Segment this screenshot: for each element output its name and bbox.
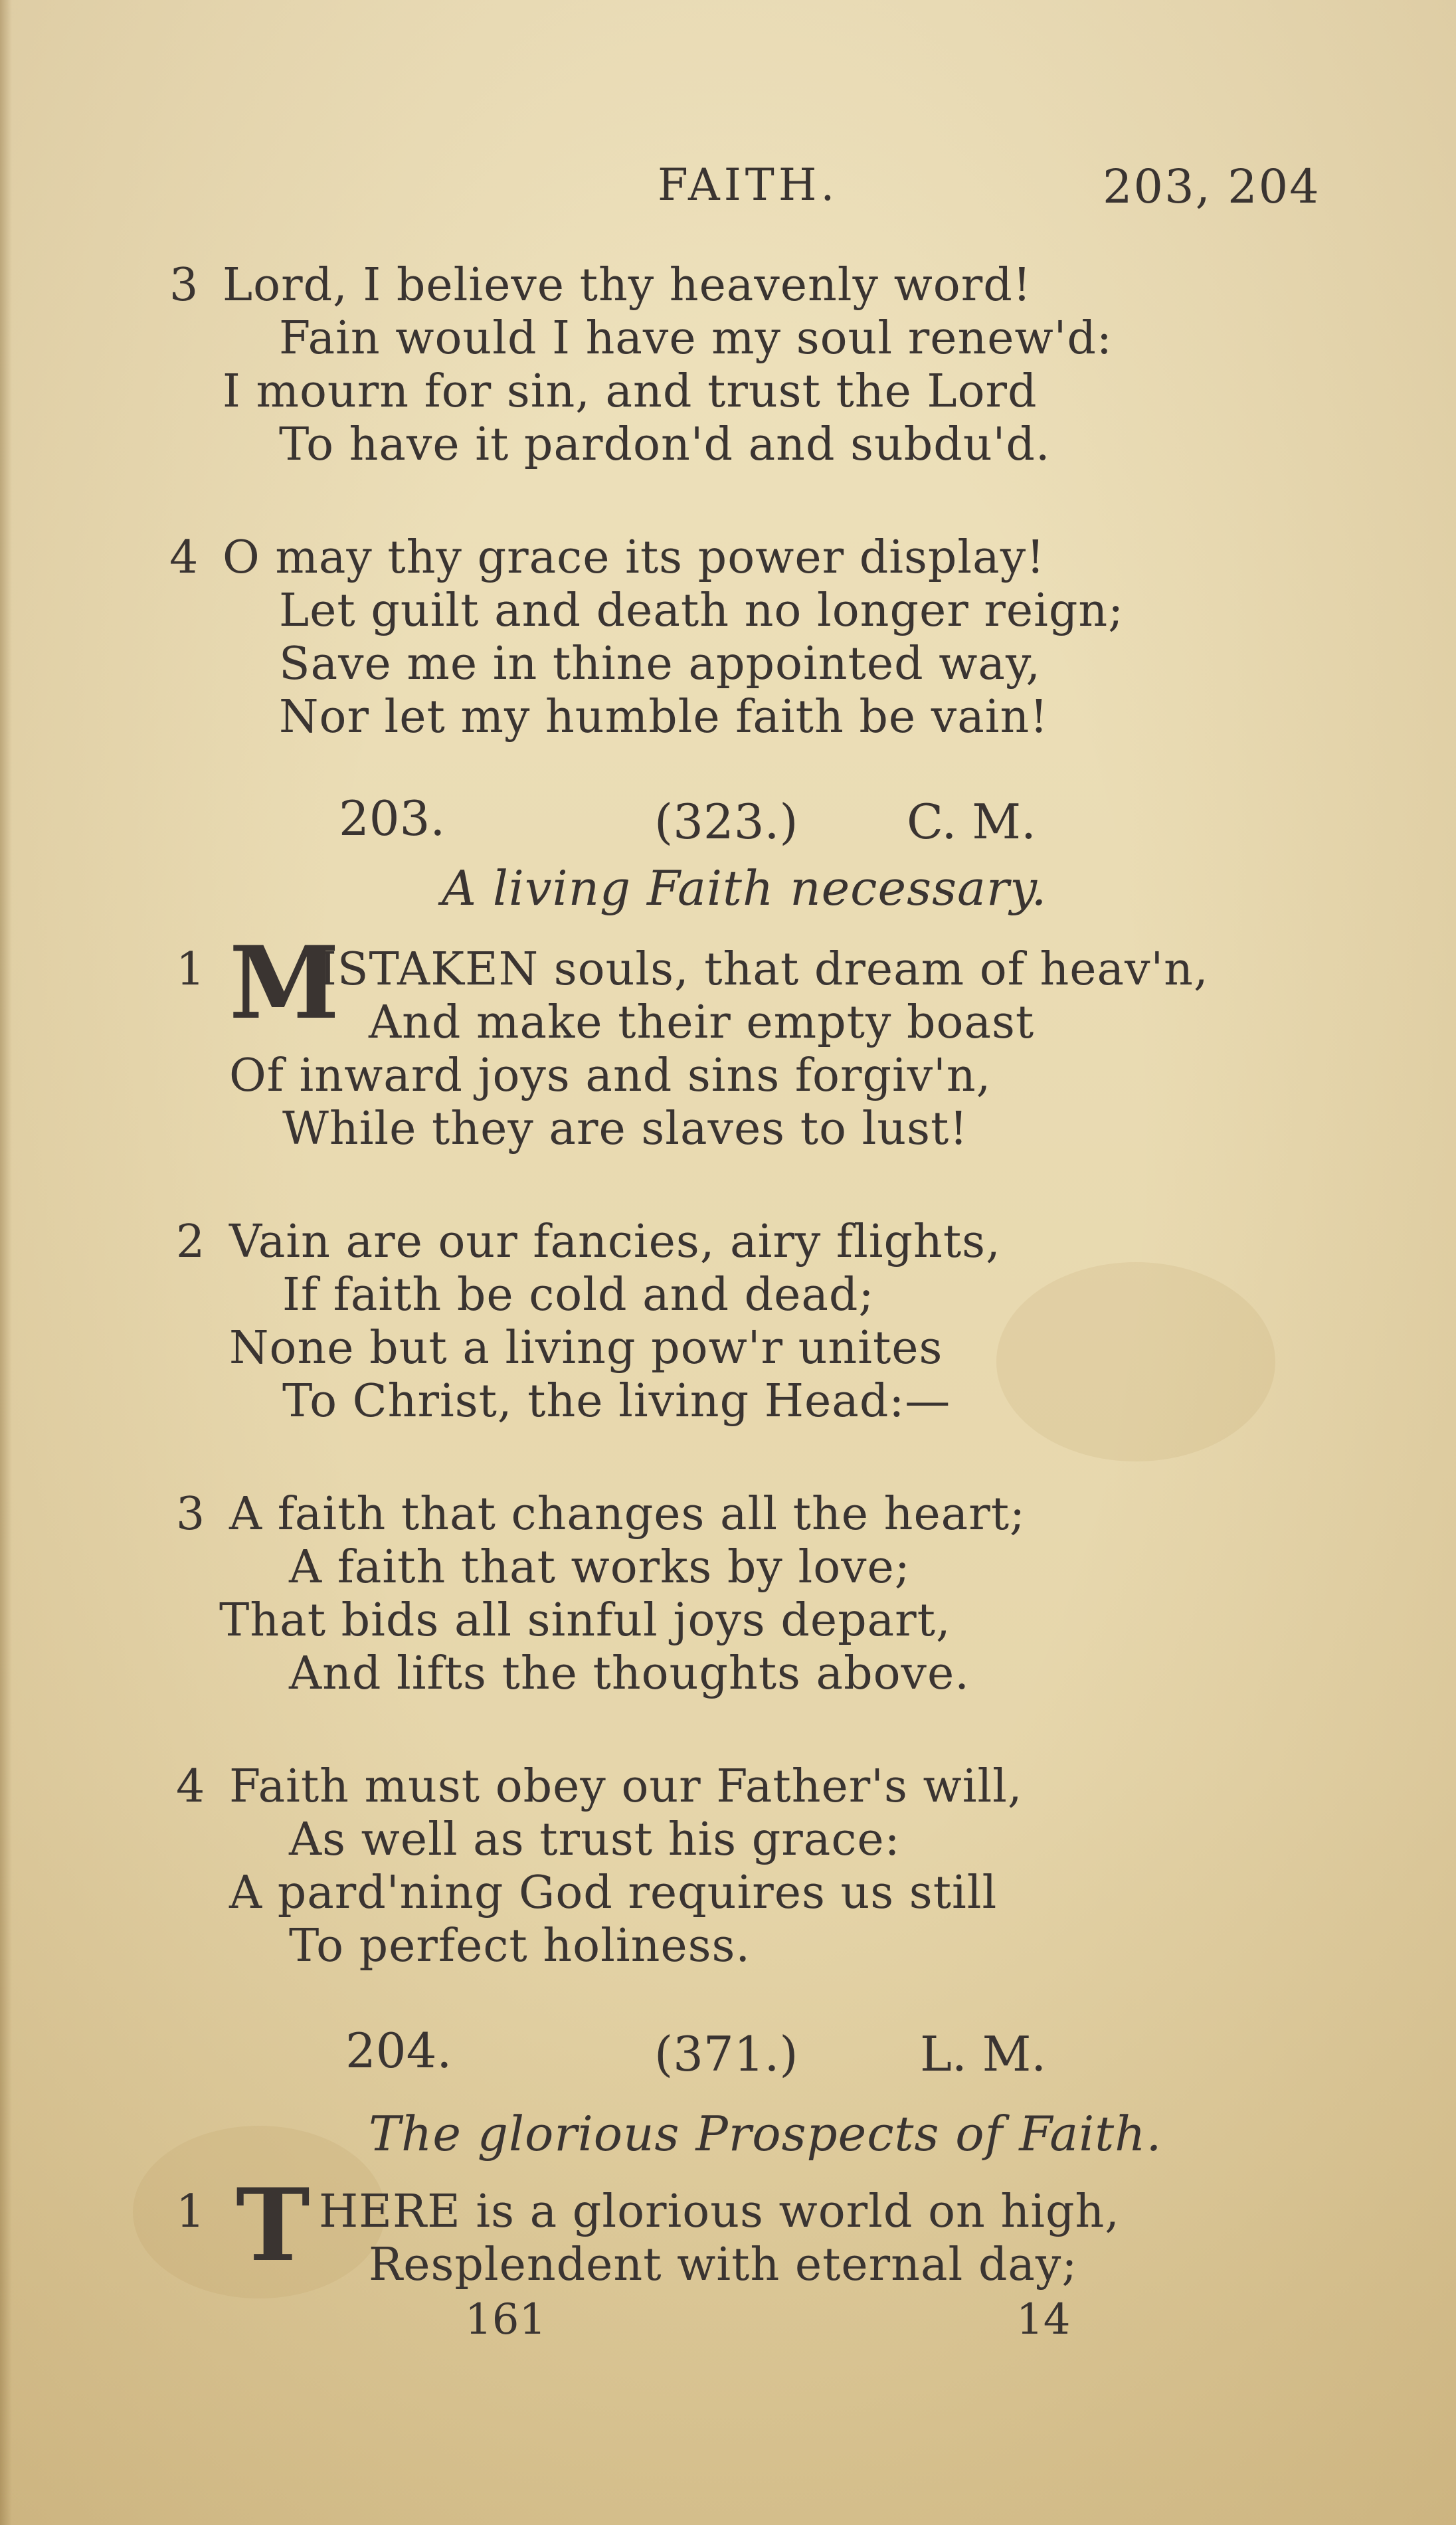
verse-line: To have it pardon'd and subdu'd. <box>279 419 1051 471</box>
hymn-reference: (371.) <box>654 2026 798 2082</box>
verse-line: O may thy grace its power display! <box>223 531 1046 584</box>
paper-stain <box>996 1262 1275 1461</box>
verse-line: To perfect holiness. <box>289 1920 751 1972</box>
running-head-hymn-numbers: 203, 204 <box>1103 159 1320 214</box>
verse-line: HERE is a glorious world on high, <box>319 2186 1120 2238</box>
verse-line: Of inward joys and sins forgiv'n, <box>229 1050 992 1102</box>
stanza-number: 2 <box>176 1216 205 1268</box>
verse-line: Vain are our fancies, airy flights, <box>229 1216 1001 1268</box>
hymn-meter: L. M. <box>920 2026 1047 2082</box>
verse-line: And make their empty boast <box>369 996 1035 1049</box>
verse-line: To Christ, the living Head:— <box>282 1375 951 1428</box>
verse-line: Save me in thine appointed way, <box>279 638 1041 690</box>
verse-line: Nor let my humble faith be vain! <box>279 691 1049 743</box>
verse-line: Fain would I have my soul renew'd: <box>279 312 1113 365</box>
verse-line: ISTAKEN souls, that dream of heav'n, <box>319 943 1209 996</box>
stanza-number: 4 <box>169 531 199 584</box>
hymn-number: 203. <box>339 791 446 846</box>
hymn-meter: C. M. <box>907 794 1036 850</box>
verse-line: A pard'ning God requires us still <box>229 1867 998 1919</box>
verse-line: Let guilt and death no longer reign; <box>279 585 1125 637</box>
running-head-title: FAITH. <box>658 159 839 211</box>
verse-line: A faith that works by love; <box>289 1541 911 1594</box>
page-edge-shadow <box>0 0 12 2525</box>
drop-cap: M <box>229 925 340 1042</box>
verse-line: Lord, I believe thy heavenly word! <box>223 259 1032 312</box>
verse-line: Faith must obey our Father's will, <box>229 1760 1023 1813</box>
drop-cap: T <box>236 2167 310 2284</box>
stanza-number: 1 <box>176 2186 205 2238</box>
hymn-title: The glorious Prospects of Faith. <box>369 2106 1162 2162</box>
verse-line: None but a living pow'r unites <box>229 1322 943 1374</box>
stanza-number: 1 <box>176 943 205 996</box>
verse-line: That bids all sinful joys depart, <box>219 1594 951 1647</box>
verse-line: If faith be cold and dead; <box>282 1269 875 1321</box>
verse-line: I mourn for sin, and trust the Lord <box>223 365 1038 418</box>
hymn-number: 204. <box>345 2023 452 2079</box>
verse-line: While they are slaves to lust! <box>282 1103 968 1155</box>
stanza-number: 4 <box>176 1760 205 1813</box>
hymn-title: A living Faith necessary. <box>442 860 1047 916</box>
verse-line: And lifts the thoughts above. <box>289 1647 970 1700</box>
stanza-number: 3 <box>176 1488 205 1541</box>
stanza-number: 3 <box>169 259 199 312</box>
verse-line: As well as trust his grace: <box>289 1814 901 1866</box>
page-number: 161 <box>465 2295 547 2344</box>
verse-line: Resplendent with eternal day; <box>369 2239 1078 2291</box>
hymn-reference: (323.) <box>654 794 798 850</box>
signature-mark: 14 <box>1016 2295 1071 2344</box>
verse-line: A faith that changes all the heart; <box>229 1488 1026 1541</box>
